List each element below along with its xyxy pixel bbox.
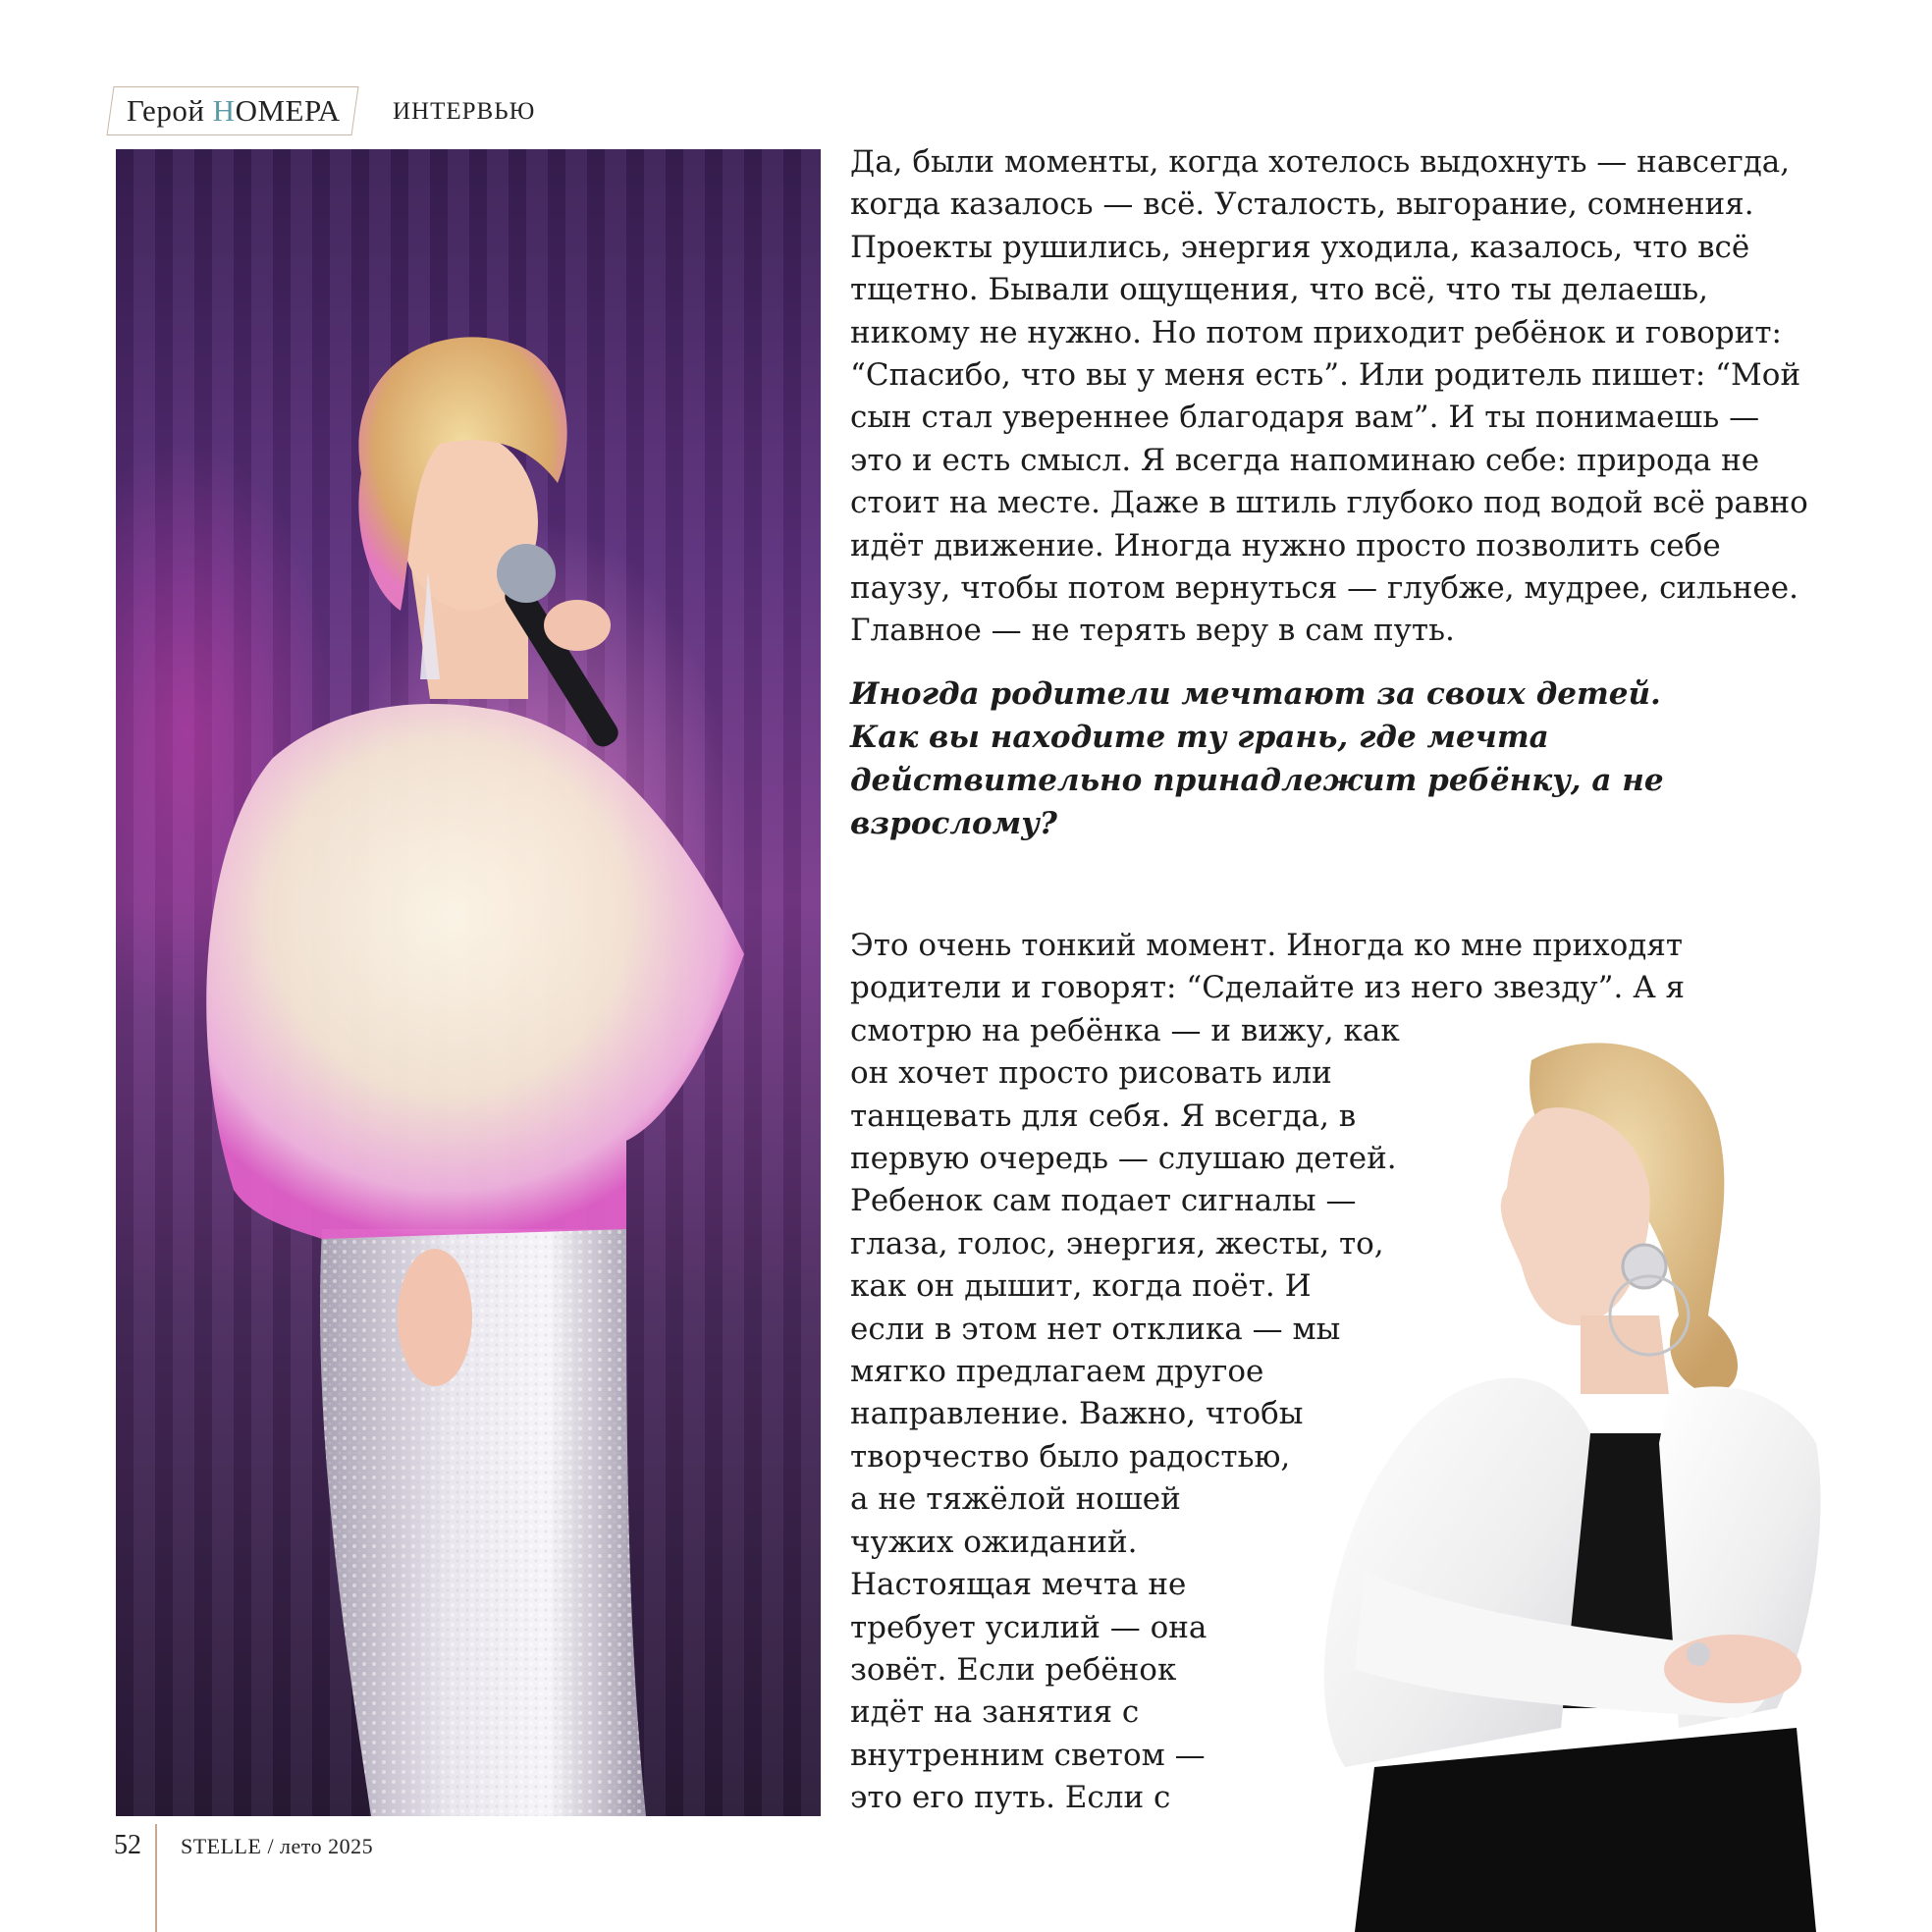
answer-line: родители и говорят: “Сделайте из него звезду”. А я — [850, 970, 1686, 1006]
interview-question: Иногда родители мечтают за своих детей. Как вы находите ту грань, где мечта действительно принадлежит ребёнку, а не взрослому? — [850, 675, 1664, 841]
section-tag-rest: ОМЕРА — [235, 93, 341, 128]
section-tag-accent-letter: Н — [212, 93, 236, 128]
answer-line: он хочет просто рисовать или — [850, 1055, 1332, 1092]
section-tag — [106, 86, 358, 135]
answer-line: это его путь. Если с — [850, 1780, 1171, 1816]
portrait-illustration — [1286, 1021, 1836, 1932]
section-kicker: ИНТЕРВЬЮ — [393, 98, 536, 125]
answer-line: как он дышит, когда поёт. И — [850, 1268, 1312, 1305]
answer-line: мягко предлагаем другое — [850, 1354, 1264, 1390]
answer-line: если в этом нет отклика — мы — [850, 1311, 1341, 1347]
answer-line: танцевать для себя. Я всегда, в — [850, 1098, 1357, 1134]
portrait-photo — [1286, 1021, 1836, 1932]
answer-line: идёт на занятия с — [850, 1694, 1140, 1731]
answer-line: зовёт. Если ребёнок — [850, 1651, 1177, 1688]
stage-performance-photo — [116, 149, 821, 1816]
answer-line: внутренним светом — — [850, 1737, 1206, 1773]
section-tag-word: Герой — [127, 93, 213, 128]
footer-divider — [155, 1824, 157, 1932]
answer-line: смотрю на ребёнка — и вижу, как — [850, 1012, 1400, 1048]
answer-line: а не тяжёлой ношей — [850, 1481, 1181, 1518]
answer-line: Настоящая мечта не — [850, 1567, 1187, 1603]
magazine-name: STELLE — [181, 1834, 262, 1858]
answer-line: глаза, голос, энергия, жесты, то, — [850, 1225, 1384, 1261]
footer-issue — [181, 1834, 373, 1859]
answer-line: первую очередь — слушаю детей. — [850, 1141, 1397, 1177]
answer-line: требует усилий — она — [850, 1609, 1208, 1645]
answer-line: Это очень тонкий момент. Иногда ко мне приходят — [850, 928, 1684, 963]
article-body — [850, 141, 1812, 845]
answer-line: направление. Важно, чтобы — [850, 1396, 1304, 1432]
article-paragraph: Да, были моменты, когда хотелось выдохнуть — навсегда, когда казалось — всё. Усталость, выгорание, сомнения. Проекты рушились, энергия уходила, казалось, что всё тщетно. Бывали ощущения, что всё, что ты делаешь, никому не нужно. Но потом приходит ребёнок и говорит: “Спасибо, что вы у меня есть”. Или родитель пишет: “Мой сын стал увереннее благодаря вам”. И ты понимаешь — это и есть смысл. Я всегда напоминаю себе: природа не стоит на месте. Даже в штиль глубоко под водой всё равно идёт движение. Иногда нужно просто позволить себе паузу, чтобы потом вернуться — глубже, мудрее, сильнее. Главное — не терять веру в сам путь. — [850, 144, 1808, 649]
stage-photo-illustration — [116, 149, 821, 1816]
issue-label: / лето 2025 — [267, 1834, 374, 1858]
answer-line: чужих ожиданий. — [850, 1524, 1138, 1560]
page-number: 52 — [114, 1830, 141, 1860]
answer-line: Ребенок сам подает сигналы — — [850, 1183, 1357, 1219]
answer-line: творчество было радостью, — [850, 1438, 1291, 1475]
